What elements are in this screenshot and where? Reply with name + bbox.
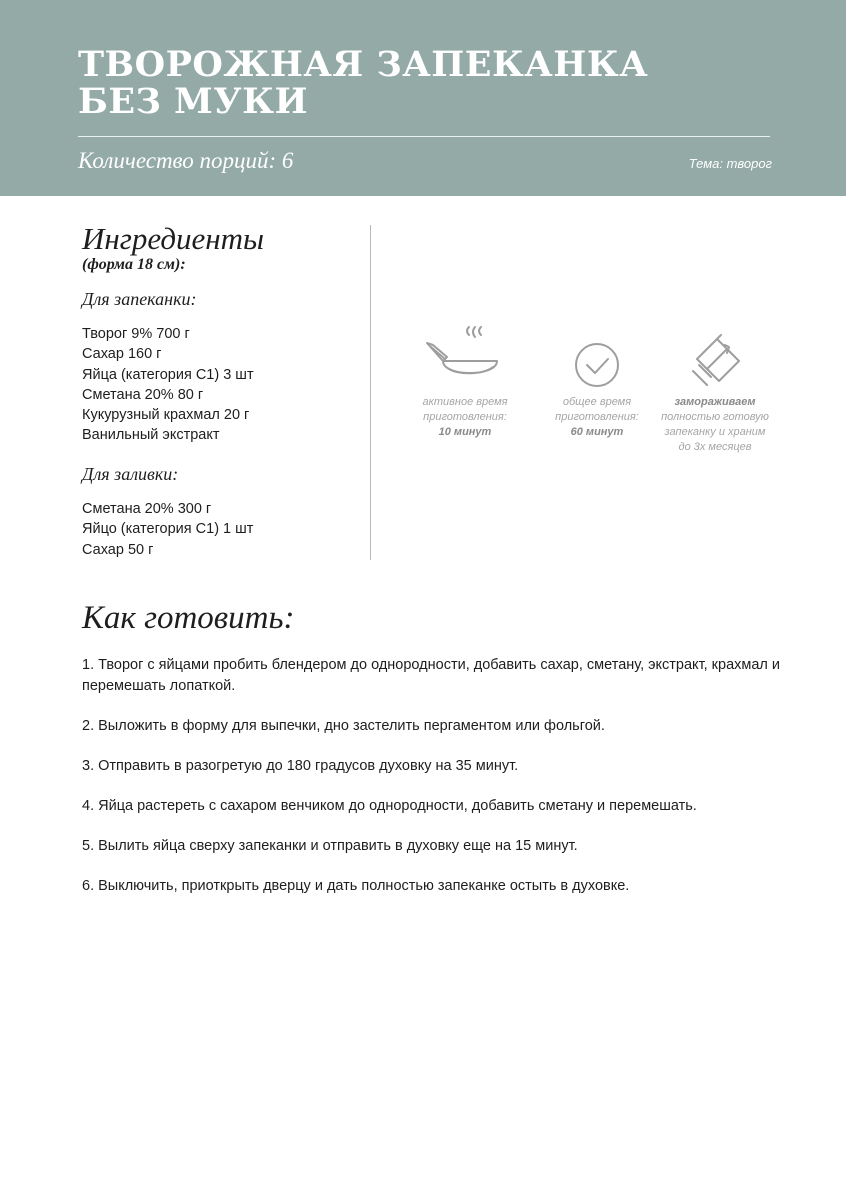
- total-time-value: 60 минут: [570, 426, 624, 438]
- recipe-theme: Тема: творог: [688, 156, 772, 171]
- ingredient-item: Сахар 160 г: [82, 346, 162, 363]
- ingredient-item: Творог 9% 700 г: [82, 326, 190, 342]
- active-time-info: [400, 325, 530, 440]
- column-divider: [370, 225, 371, 560]
- freeze-label-2: запеканку и храним: [664, 426, 766, 438]
- ingredients-heading: Ингредиенты: [82, 221, 265, 256]
- method-step: 1. Творог с яйцами пробить блендером до однородности, добавить сахар, сметану, экстракт, крахмал и перемешать лопаткой.: [82, 657, 781, 694]
- clock-check-icon: [565, 325, 629, 389]
- method-step: 2. Выложить в форму для выпечки, дно застелить пергаментом или фольгой.: [82, 718, 605, 734]
- freeze-label-1: полностью готовую: [661, 411, 769, 423]
- freeze-caption: [650, 395, 780, 455]
- method-steps: [82, 655, 782, 916]
- header-banner: [0, 0, 846, 196]
- freeze-bold: замораживаем: [674, 396, 756, 408]
- ingredients-note: (форма 18 см):: [82, 256, 186, 273]
- total-time-label-2: приготовления:: [555, 411, 639, 423]
- frying-pan-icon: [423, 325, 507, 389]
- active-time-label-2: приготовления:: [423, 411, 507, 423]
- header-divider: [78, 136, 770, 137]
- topping-subheading: Для заливки:: [82, 464, 179, 484]
- ingredient-item: Кукурузный крахмал 20 г: [82, 407, 250, 424]
- recipe-title: [78, 46, 778, 120]
- freeze-label-3: до 3х месяцев: [678, 441, 752, 453]
- casserole-subheading: Для запеканки:: [82, 289, 197, 309]
- ingredient-item: Сметана 20% 300 г: [82, 501, 212, 517]
- method-step: 5. Вылить яйца сверху запеканки и отправить в духовку еще на 15 минут.: [82, 838, 578, 854]
- freeze-icon: [683, 325, 747, 389]
- ingredient-item: Яйца (категория С1) 3 шт: [82, 366, 254, 383]
- ingredient-item: Ванильный экстракт: [82, 427, 220, 444]
- servings-count: Количество порций: 6: [78, 148, 294, 173]
- total-time-caption: [532, 395, 662, 440]
- freeze-info: [650, 325, 780, 455]
- active-time-caption: [400, 395, 530, 440]
- topping-ingredient-list: [82, 499, 253, 560]
- method-heading: Как готовить:: [82, 600, 295, 636]
- casserole-ingredient-list: [82, 324, 254, 446]
- method-step: 4. Яйца растереть с сахаром венчиком до однородности, добавить сметану и перемешать.: [82, 798, 697, 814]
- recipe-title-line-1: ТВОРОЖНАЯ ЗАПЕКАНКА: [78, 44, 649, 85]
- active-time-value: 10 минут: [438, 426, 492, 438]
- recipe-title-line-2: БЕЗ МУКИ: [78, 81, 309, 122]
- ingredient-item: Сметана 20% 80 г: [82, 386, 204, 403]
- total-time-info: [532, 325, 662, 440]
- ingredient-item: Яйцо (категория С1) 1 шт: [82, 521, 254, 538]
- method-step: 6. Выключить, приоткрыть дверцу и дать полностью запеканке остыть в духовке.: [82, 878, 630, 894]
- active-time-label-1: активное время: [422, 396, 508, 408]
- total-time-label-1: общее время: [562, 396, 632, 408]
- ingredient-item: Сахар 50 г: [82, 541, 154, 558]
- method-step: 3. Отправить в разогретую до 180 градусов духовку на 35 минут.: [82, 758, 519, 774]
